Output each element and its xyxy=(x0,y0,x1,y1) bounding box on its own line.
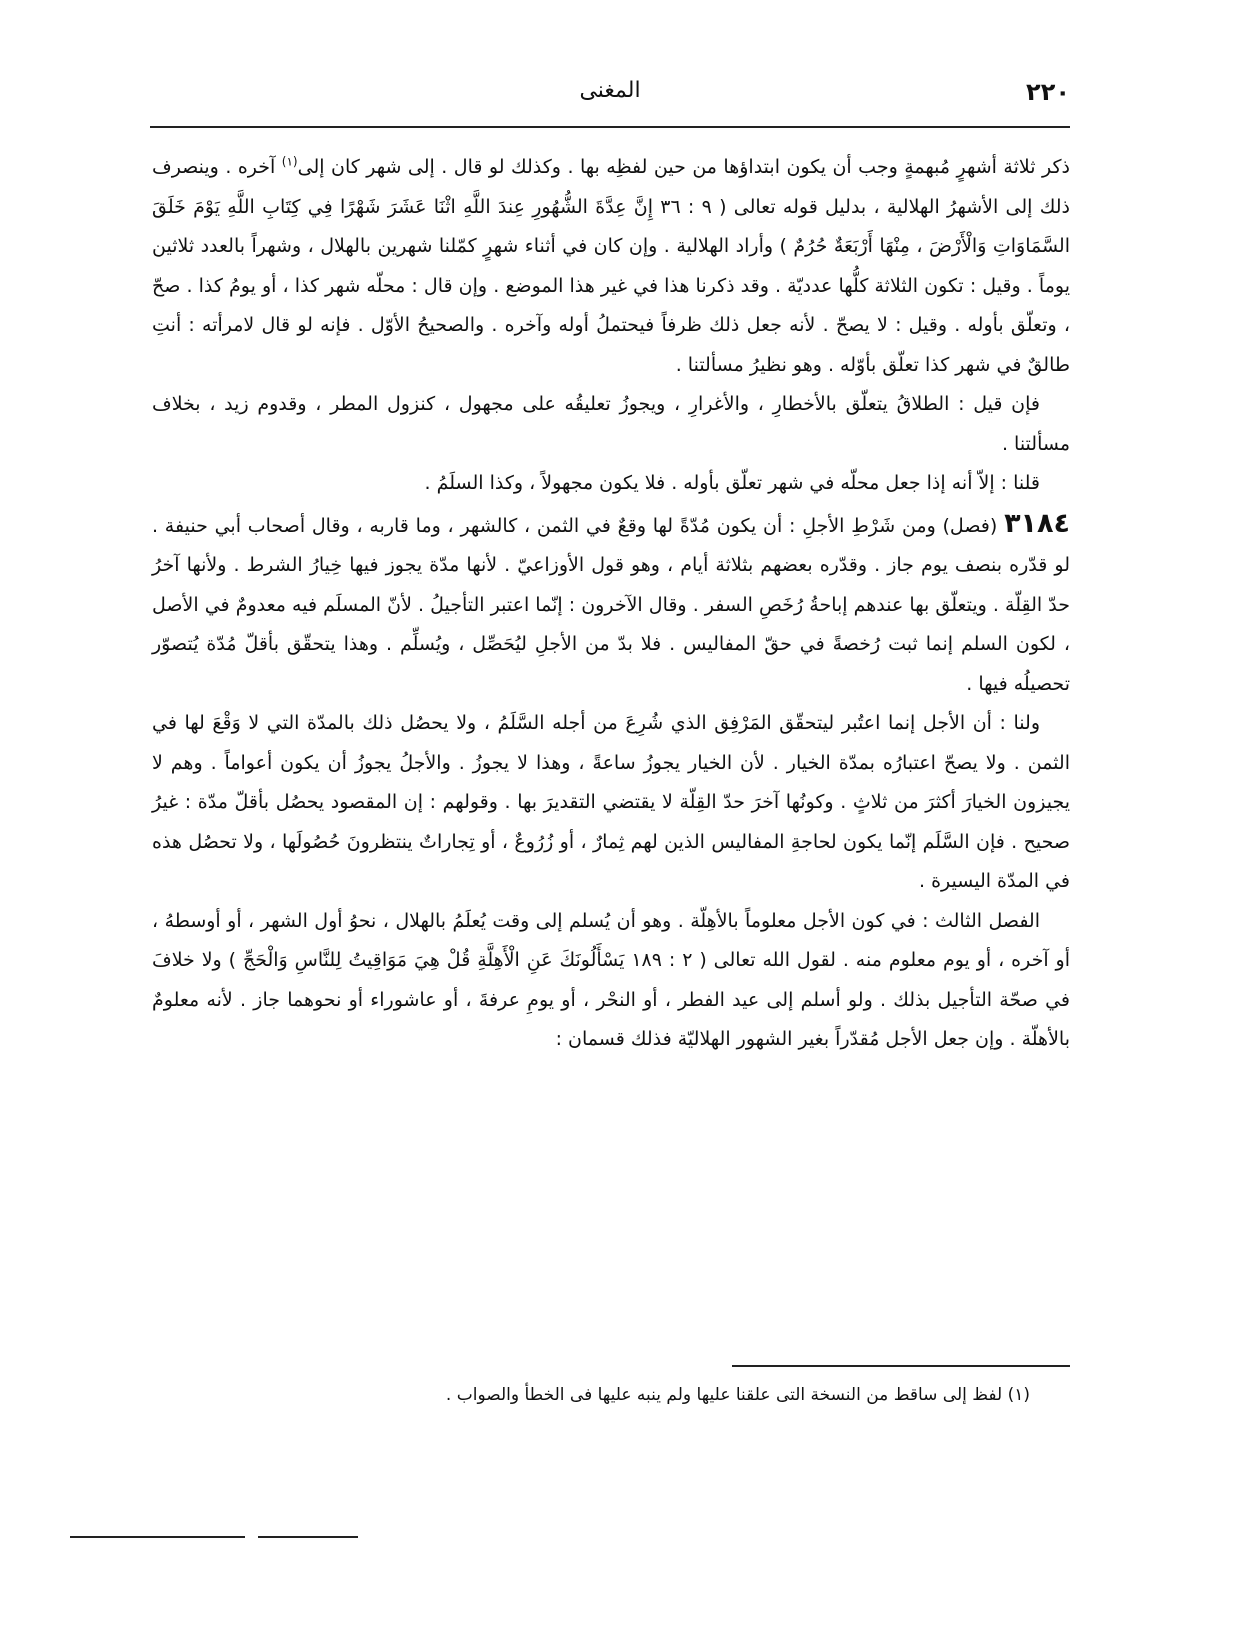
paragraph-objection: فإن قيل : الطلاقُ يتعلّق بالأخطارِ ، والأغرارِ ، ويجوزُ تعليقُه على مجهول ، كنزول المطر ، وقدوم زيد ، بخلاف مسألتنا . xyxy=(152,393,1070,455)
page-number: ٢٢٠ xyxy=(1026,78,1070,106)
main-text xyxy=(152,148,1070,1060)
paragraph-1 xyxy=(152,148,1070,385)
page-header xyxy=(150,78,1070,118)
bottom-rule xyxy=(70,1536,245,1538)
paragraph-1-text: ذكر ثلاثة أشهرٍ مُبهمةٍ وجب أن يكون ابتداؤها من حين لفظِه بها . وكذلك لو قال . إلى شهر كان إلى xyxy=(297,156,1070,178)
section-number: ٣١٨٤ xyxy=(1004,507,1070,539)
paragraph-third-chapter: الفصل الثالث : في كون الأجل معلوماً بالأهِلّة . وهو أن يُسلم إلى وقت يُعلَمُ بالهلال ، نحوُ أول الشهر ، أو أوسطهُ ، أو آخره ، أو يوم معلوم منه . لقول الله تعالى ( ٢ : ١٨٩ يَسْأَلُونَكَ عَنِ الْأَهِلَّةِ قُلْ هِيَ مَوَاقِيتُ لِلنَّاسِ وَالْحَجِّ ) ولا خلافَ في صحّة التأجيل بذلك . ولو أسلم إلى عيد الفطر ، أو النحْر ، أو يومِ عرفةَ ، أو عاشوراء أو نحوهما جاز . لأنه معلومٌ بالأهلّة . وإن جعل الأجل مُقدّراً بغير الشهور الهلاليّة فذلك قسمان : xyxy=(152,909,1071,1050)
paragraph-reply: قلنا : إلاّ أنه إذا جعل محلّه في شهر تعلّق بأوله . فلا يكون مجهولاً ، وكذا السلَمُ . xyxy=(424,472,1040,494)
paragraph-1-continued: آخره . وينصرف ذلك إلى الأشهرُ الهلالية ، بدليل قوله تعالى ( ٩ : ٣٦ إِنَّ عِدَّةَ الشُّهُورِ عِندَ اللَّهِ اثْنَا عَشَرَ شَهْرًا فِي كِتَابِ اللَّهِ يَوْمَ خَلَقَ السَّمَاوَاتِ وَالْأَرْضَ ، مِنْهَا أَرْبَعَةٌ حُرُمٌ ) وأراد الهلالية . وإن كان في أثناء شهرٍ كمّلنا شهرين بالهلال ، وشهراً بالعدد ثلاثين يوماً . وقيل : تكون الثلاثة كلُّها عدديّة . وقد ذكرنا هذا في غير هذا الموضع . وإن قال : محلّه شهر كذا ، أو يومُ كذا . صحّ ، وتعلّق بأوله . وقيل : لا يصحّ . لأنه جعل ذلك ظرفاً فيحتملُ أوله وآخره . والصحيحُ الأوّل . فإنه لو قال لامرأته : أنتِ طالقٌ في شهر كذا تعلّق بأوّله . وهو نظيرُ مسألتنا . xyxy=(152,156,1070,376)
section-text: (فصل) ومن شَرْطِ الأجلِ : أن يكون مُدّةً لها وقعٌ في الثمن ، كالشهر ، وما قاربه ، وقال أصحاب أبي حنيفة . لو قدّره بنصف يوم جاز . وقدّره بعضهم بثلاثة أيام ، وهو قول الأوزاعيّ . لأنها مدّة يجوز فيها خِيارُ الشرط . ولأنها آخرُ حدّ القِلّة . ويتعلّق بها عندهم إباحةُ رُخَصِ السفر . وقال الآخرون : إنّما اعتبر التأجيلُ . لأنّ المسلَم فيه معدومٌ في الأصل ، لكون السلم إنما ثبت رُخصةً في حقّ المفاليس . فلا بدّ من الأجلِ ليُحَصِّل ، ويُسلِّم . وهذا يتحقّق بأقلّ مُدّة يُتصوّر تحصيلُه فيها . xyxy=(152,514,1070,695)
paragraph-argument: ولنا : أن الأجل إنما اعتُبر ليتحقّق المَرْفِق الذي شُرِعَ من أجله السَّلَمُ ، ولا يحصُل ذلك بالمدّة التي لا وَقْعَ لها في الثمن . ولا يصحّ اعتبارُه بمدّة الخيار . لأن الخيار يجوزُ ساعةً ، وهذا لا يجوزُ . والأجلُ يجوزُ أن يكون أعواماً . وهم لا يجيزون الخيارَ أكثرَ من ثلاثٍ . وكونُها آخرَ حدّ القِلّة لا يقتضي التقديرَ بها . وقولهم : إن المقصود يحصُل بأقلّ مدّة : غيرُ صحيح . فإن السَّلَم إنّما يكون لحاجةِ المفاليس الذين لهم ثِمارٌ ، أو زُرُوعٌ ، أو تِجاراتٌ ينتظرونَ حُصُولَها ، ولا تحصُل هذه في المدّة اليسيرة . xyxy=(152,712,1070,892)
footnote-divider xyxy=(732,1365,1070,1367)
footnote-marker: (١) xyxy=(281,154,298,169)
bottom-rule-short xyxy=(258,1536,358,1538)
header-divider xyxy=(150,126,1070,128)
footnote: (١) لفظ إلى ساقط من النسخة التى علقنا عليها ولم ينبه عليها فى الخطأ والصواب . xyxy=(445,1385,1030,1405)
running-title: المغنى xyxy=(579,78,641,103)
paragraph-section xyxy=(152,504,1070,705)
